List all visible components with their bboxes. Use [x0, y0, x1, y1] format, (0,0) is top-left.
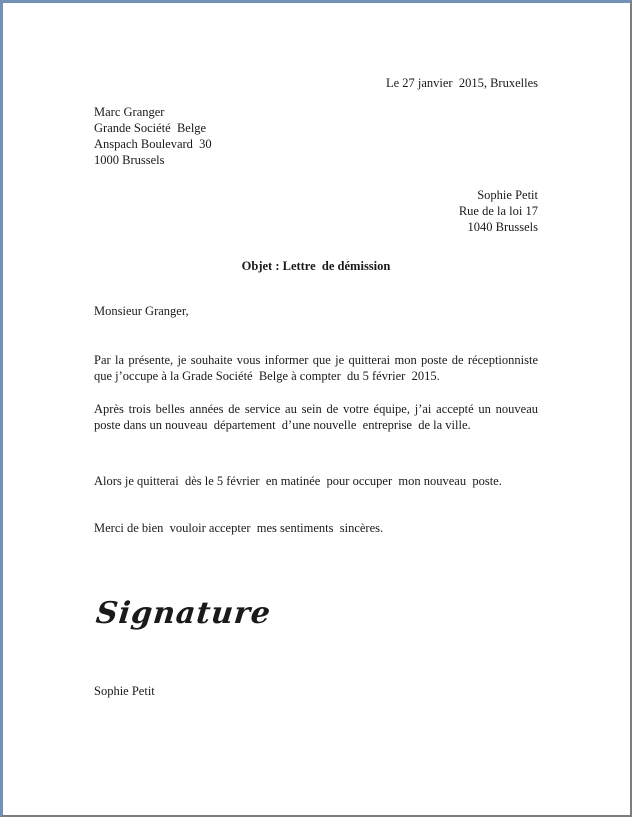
sender-name: Sophie Petit — [477, 188, 538, 202]
recipient-address-block — [94, 104, 538, 168]
sender-city: 1040 Brussels — [467, 220, 538, 234]
body-paragraph: Par la présente, je souhaite vous informer que je quitterai mon poste de réceptionniste que j’occupe à la Grade Société Belge à compter du 5 février 2015. — [94, 353, 542, 383]
body-paragraph: Alors je quitterai dès le 5 février en matinée pour occuper mon nouveau poste. — [94, 474, 502, 488]
subject-line: Objet : Lettre de démission — [241, 259, 391, 273]
date-line: Le 27 janvier 2015, Bruxelles — [385, 76, 538, 90]
recipient-name: Marc Granger — [94, 105, 165, 119]
sender-street: Rue de la loi 17 — [458, 204, 538, 218]
body-paragraph: Après trois belles années de service au sein de votre équipe, j’ai accepté un nouveau poste dans un nouveau département d’une nouvelle entreprise de la ville. — [94, 402, 542, 432]
salutation: Monsieur Granger, — [94, 304, 189, 318]
signature-name: Sophie Petit — [94, 684, 155, 698]
signature-script-text: Signature — [94, 596, 273, 631]
recipient-city: 1000 Brussels — [94, 153, 165, 167]
recipient-company: Grande Société Belge — [94, 121, 207, 135]
recipient-street: Anspach Boulevard 30 — [94, 137, 212, 151]
sender-address-block — [94, 187, 538, 235]
body-paragraph: Merci de bien vouloir accepter mes sentiments sincères. — [94, 521, 384, 535]
